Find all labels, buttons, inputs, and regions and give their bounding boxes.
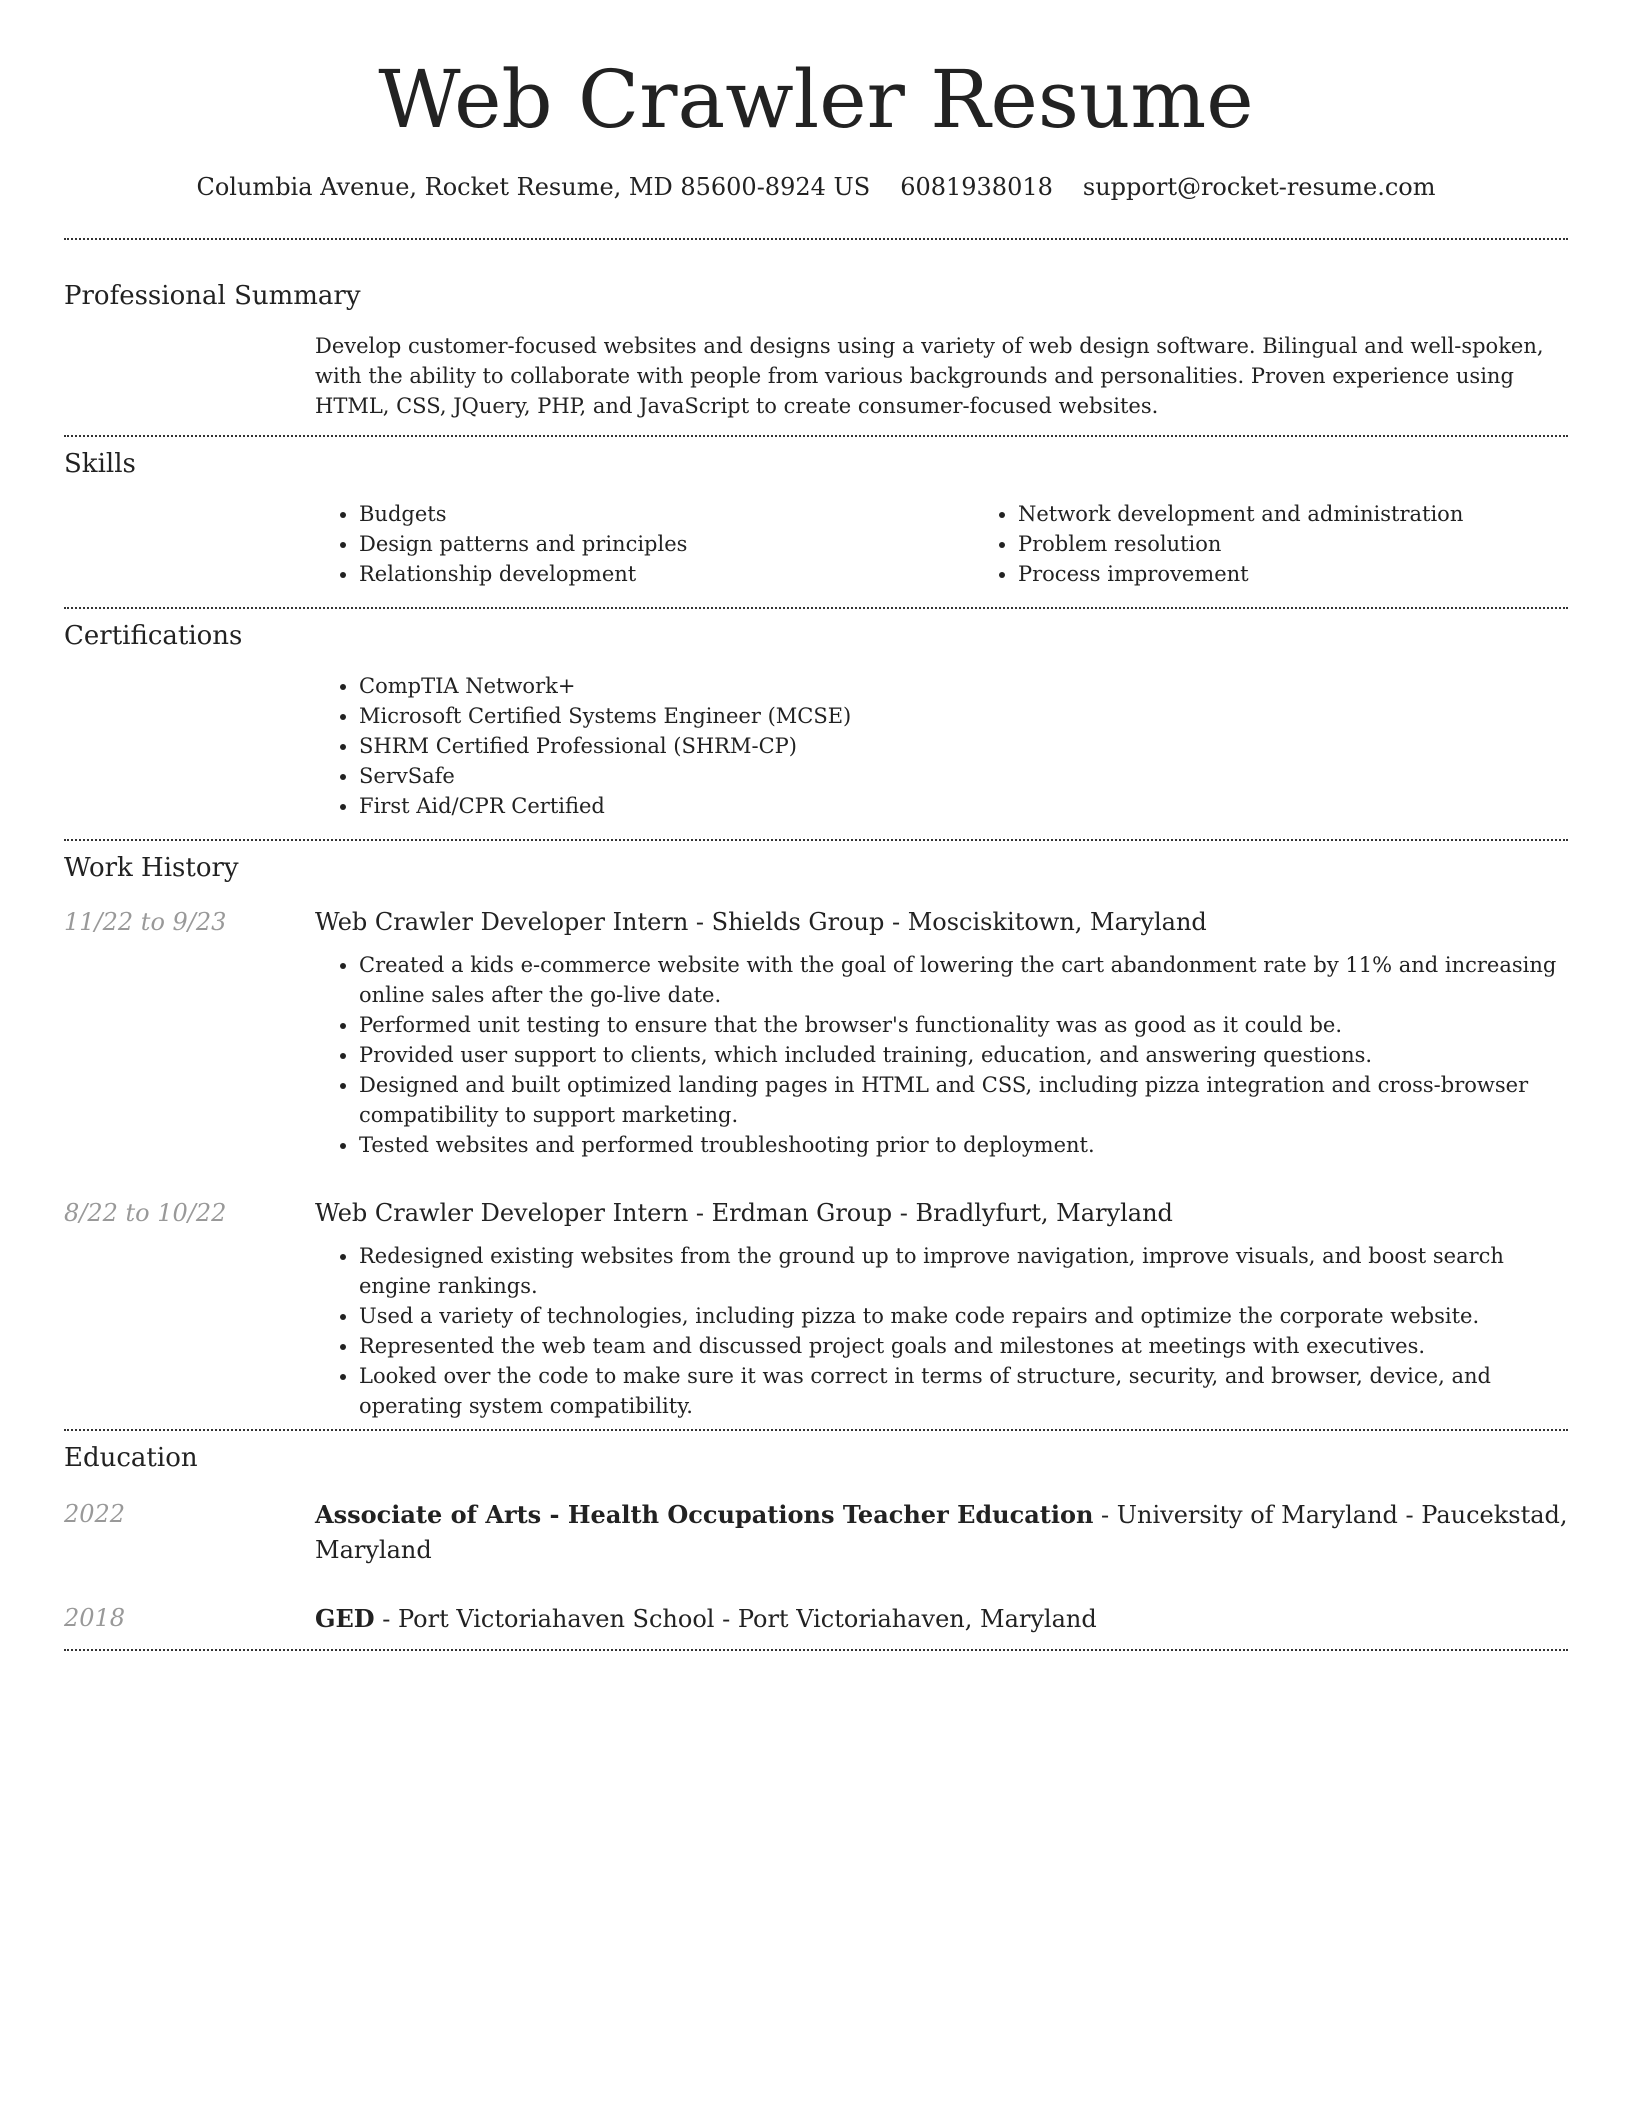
education-school: - University of Maryland - Paucekstad, Maryland (315, 1501, 1568, 1564)
job-title: Web Crawler Developer Intern - Shields Group - Mosciskitown, Maryland (315, 908, 1207, 936)
job-body (315, 905, 1568, 1160)
resume-name: Web Crawler Resume (378, 53, 1254, 146)
summary-section (64, 240, 1568, 435)
contact-email: support@rocket-resume.com (1082, 173, 1436, 201)
job-bullet: • Created a kids e-commerce website with the goal of lowering the cart abandonment rate by 11% and increasing online sales after the go-live date. (359, 950, 1568, 1010)
job-body (315, 1196, 1568, 1421)
job-entry (64, 905, 1568, 1160)
resume-page (64, 0, 1568, 1651)
job-bullet: • Designed and built optimized landing pages in HTML and CSS, including pizza integration and cross-browser compatibility to support marketing. (359, 1070, 1568, 1130)
skills-section (64, 437, 1568, 607)
education-degree: Associate of Arts - Health Occupations Teacher Education (315, 1500, 1094, 1529)
certifications-section (64, 609, 1568, 839)
education-section (64, 1431, 1568, 1649)
education-year: 2018 (64, 1604, 126, 1632)
job-bullet: • Looked over the code to make sure it was correct in terms of structure, security, and browser, device, and operating system compatibility. (359, 1361, 1568, 1421)
job-bullet: • Provided user support to clients, which included training, education, and answering questions. (359, 1040, 1568, 1070)
skill-item: • Relationship development (359, 559, 974, 589)
job-bullet: • Represented the web team and discussed project goals and milestones at meetings with executives. (359, 1331, 1568, 1361)
job-bullets (315, 950, 1568, 1160)
skill-item: • Budgets (359, 499, 974, 529)
skills-list-left (315, 499, 974, 589)
job-bullets (315, 1241, 1568, 1421)
summary-text: Develop customer-focused websites and designs using a variety of web design software. Bilingual and well-spoken, with the ability to collaborate with people from various backgrounds and personalities. Proven experience using HTML, CSS, JQuery, PHP, and JavaScript to create consumer-focused websites. (315, 334, 1544, 418)
skill-item: • Process improvement (1018, 559, 1632, 589)
education-entry (64, 1601, 1568, 1637)
summary-content (315, 331, 1568, 421)
work-history-section (64, 841, 1568, 1429)
job-bullet: • Tested websites and performed troubleshooting prior to deployment. (359, 1130, 1568, 1160)
education-year: 2022 (64, 1500, 126, 1528)
skill-item: • Design patterns and principles (359, 529, 974, 559)
section-title-summary: Professional Summary (64, 281, 361, 311)
education-details (315, 1601, 1568, 1637)
section-title-work-history: Work History (64, 853, 239, 883)
contact-address: Columbia Avenue, Rocket Resume, MD 85600-8924 US (196, 173, 871, 201)
job-dates: 11/22 to 9/23 (64, 908, 227, 936)
certification-item: • SHRM Certified Professional (SHRM-CP) (359, 731, 1568, 761)
job-title: Web Crawler Developer Intern - Erdman Group - Bradlyfurt, Maryland (315, 1199, 1173, 1227)
section-title-skills: Skills (64, 449, 136, 479)
certifications-list (315, 671, 1568, 821)
education-details (315, 1497, 1568, 1568)
job-entry (64, 1196, 1568, 1421)
section-title-certifications: Certifications (64, 621, 243, 651)
skills-grid (315, 499, 1568, 589)
skill-item: • Problem resolution (1018, 529, 1632, 559)
contact-line (64, 170, 1568, 204)
certification-item: • CompTIA Network+ (359, 671, 1568, 701)
certification-item: • ServSafe (359, 761, 1568, 791)
job-bullet: • Performed unit testing to ensure that the browser's functionality was as good as it could be. (359, 1010, 1568, 1040)
job-bullet: • Redesigned existing websites from the ground up to improve navigation, improve visuals, and boost search engine rankings. (359, 1241, 1568, 1301)
section-title-education: Education (64, 1443, 198, 1473)
job-dates: 8/22 to 10/22 (64, 1199, 227, 1227)
certification-item: • Microsoft Certified Systems Engineer (MCSE) (359, 701, 1568, 731)
education-degree: GED (315, 1604, 375, 1633)
education-school: - Port Victoriahaven School - Port Victoriahaven, Maryland (374, 1605, 1097, 1633)
section-divider (64, 1649, 1568, 1651)
education-entry (64, 1497, 1568, 1568)
job-bullet: • Used a variety of technologies, including pizza to make code repairs and optimize the corporate website. (359, 1301, 1568, 1331)
skill-item: • Network development and administration (1018, 499, 1632, 529)
certifications-content (315, 671, 1568, 821)
skills-list-right (974, 499, 1632, 589)
contact-phone: 6081938018 (900, 173, 1053, 201)
certification-item: • First Aid/CPR Certified (359, 791, 1568, 821)
